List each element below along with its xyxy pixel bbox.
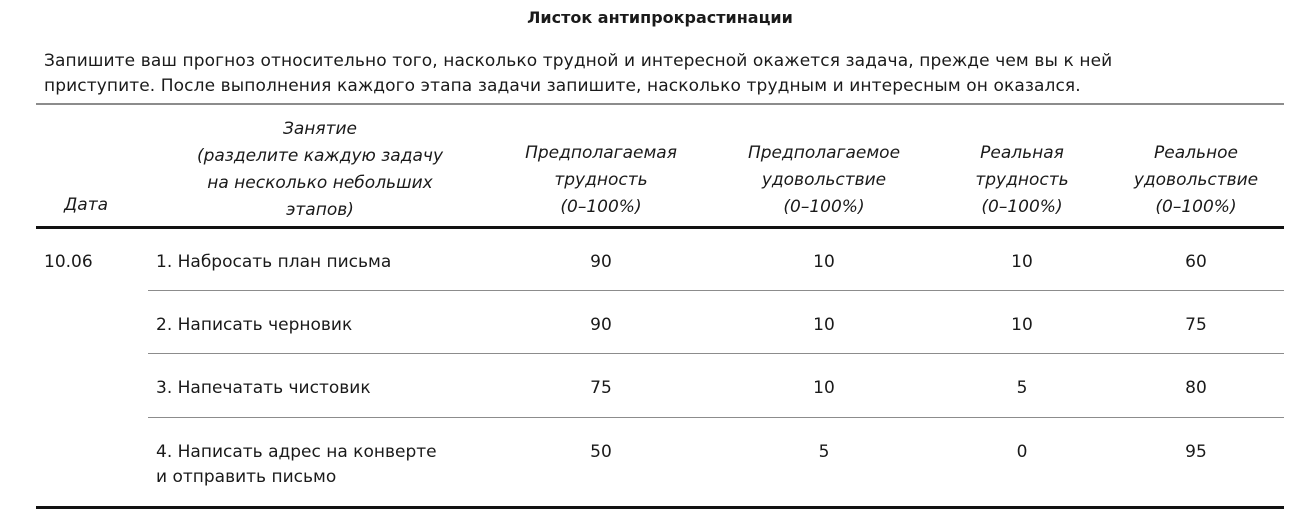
header-actual-difficulty: Реальная трудность (0–100%) xyxy=(975,143,1069,217)
row-divider xyxy=(148,290,1284,291)
actual-difficulty-cell: 10 xyxy=(1011,315,1033,335)
expected-satisfaction-cell: 10 xyxy=(813,378,835,398)
actual-difficulty-cell: 5 xyxy=(1016,378,1028,398)
activity-cell: 2. Написать черновик xyxy=(156,315,353,335)
header-expected-satisfaction: Предполагаемое удовольствие (0–100%) xyxy=(747,143,901,217)
table-bottom-rule xyxy=(36,506,1284,509)
instructions-text: Запишите ваш прогноз относительно того, насколько трудной и интересной окажется задача, прежде чем вы к ней приступите. После выполнения каждого этапа задачи запишите, насколько трудным и интересным он оказался. xyxy=(44,51,1113,96)
actual-satisfaction-cell: 75 xyxy=(1185,315,1207,335)
header-actual-satisfaction: Реальное удовольствие (0–100%) xyxy=(1133,143,1259,217)
actual-satisfaction-cell: 80 xyxy=(1185,378,1207,398)
activity-cell: 4. Написать адрес на конверте и отправить письмо xyxy=(156,442,437,487)
expected-satisfaction-cell: 10 xyxy=(813,252,835,272)
page-title: Листок антипрокрастинации xyxy=(527,8,793,27)
expected-satisfaction-cell: 5 xyxy=(818,442,830,462)
header-expected-difficulty: Предполагаемая трудность (0–100%) xyxy=(525,143,677,217)
actual-difficulty-cell: 0 xyxy=(1016,442,1028,462)
date-cell: 10.06 xyxy=(44,252,93,272)
expected-difficulty-cell: 90 xyxy=(590,315,612,335)
expected-difficulty-cell: 75 xyxy=(590,378,612,398)
row-divider xyxy=(148,417,1284,418)
actual-difficulty-cell: 10 xyxy=(1011,252,1033,272)
actual-satisfaction-cell: 95 xyxy=(1185,442,1207,462)
expected-satisfaction-cell: 10 xyxy=(813,315,835,335)
activity-cell: 3. Напечатать чистовик xyxy=(156,378,371,398)
activity-cell: 1. Набросать план письма xyxy=(156,252,392,272)
expected-difficulty-cell: 50 xyxy=(590,442,612,462)
header-rule xyxy=(36,226,1284,229)
table-top-rule xyxy=(36,103,1284,105)
actual-satisfaction-cell: 60 xyxy=(1185,252,1207,272)
header-date: Дата xyxy=(64,195,109,215)
row-divider xyxy=(148,353,1284,354)
header-activity: Занятие (разделите каждую задачу на несколько небольших этапов) xyxy=(196,119,444,220)
expected-difficulty-cell: 90 xyxy=(590,252,612,272)
